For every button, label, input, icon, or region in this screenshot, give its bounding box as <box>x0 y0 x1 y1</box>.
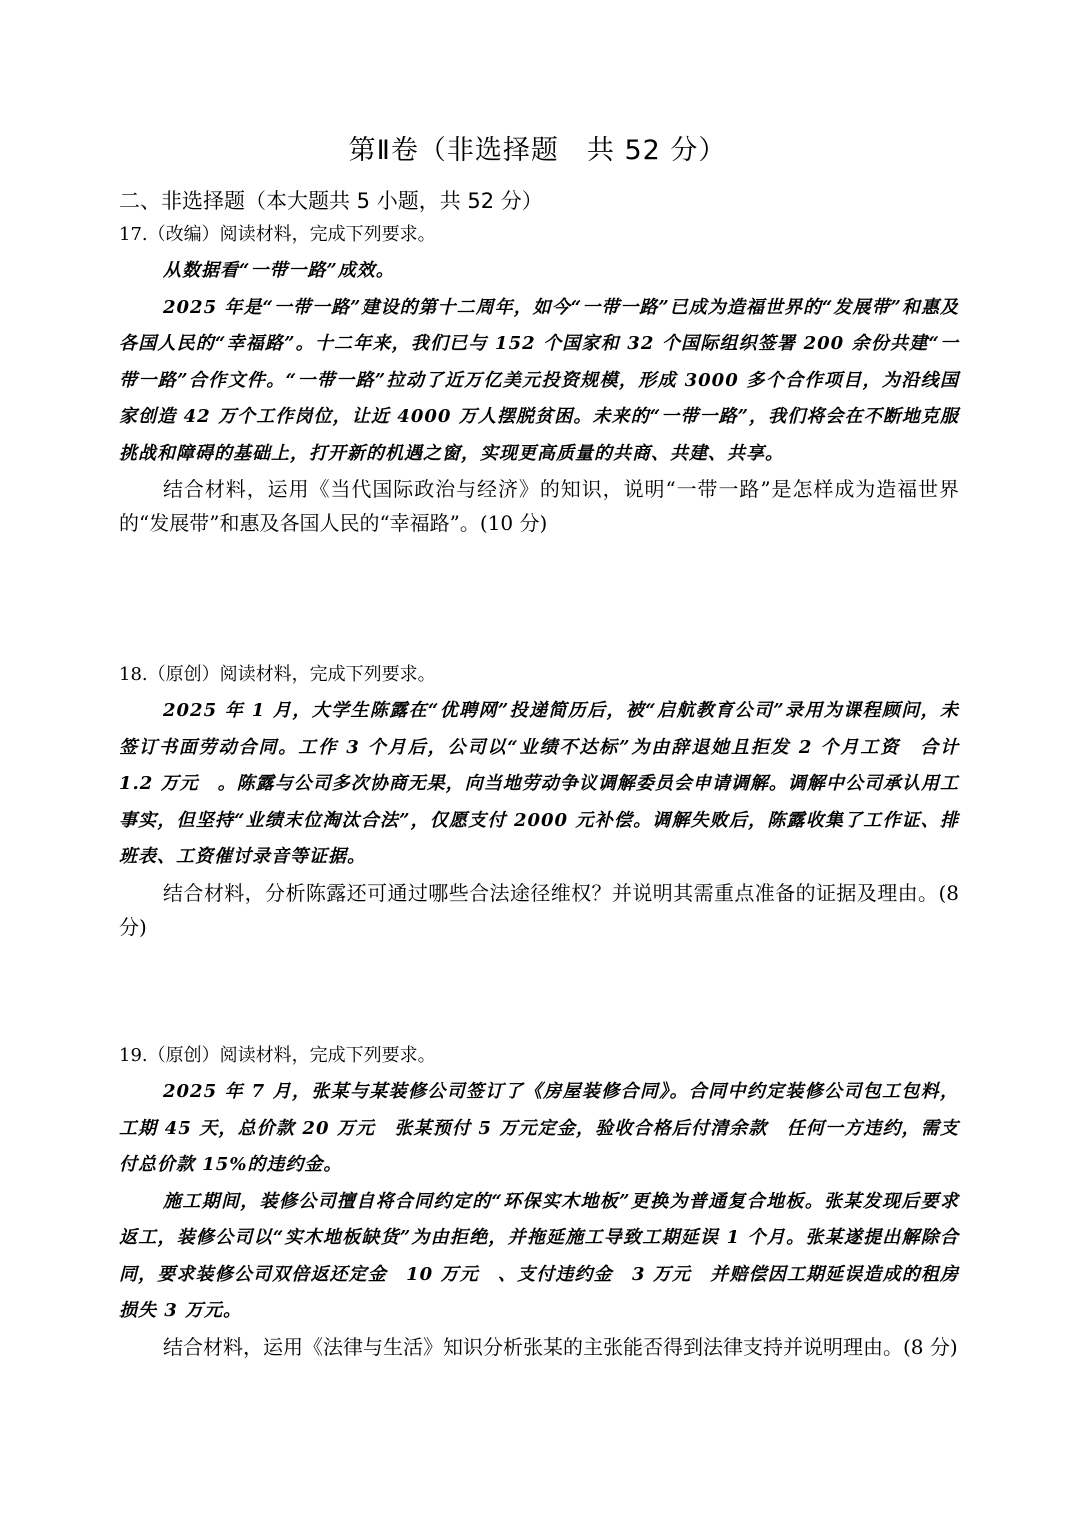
question-19-material-paragraph-2: 施工期间，装修公司擅自将合同约定的“环保实木地板”更换为普通复合地板。张某发现后要求返工，装修公司以“实木地板缺货”为由拒绝，并拖延施工导致工期延误 1 个月。张某遂提出解除合同，要求装修公司双倍返还定金 10 万元 、支付违约金 3 万元 并赔偿因工期延误造成的租房损失 3 万元。 <box>119 1190 959 1321</box>
question-18-material-body: 2025 年 1 月，大学生陈露在“优聘网”投递简历后，被“启航教育公司”录用为课程顾问，未签订书面劳动合同。工作 3 个月后，公司以“业绩不达标”为由辞退她且拒发 2 个月工资 合计 1.2 万元 。陈露与公司多次协商无果，向当地劳动争议调解委员会申请调解。调解中公司承认用工事实，但坚持“业绩末位淘汰合法”，仅愿支付 2000 元补偿。调解失败后，陈露收集了工作证、排班表、工资催讨录音等证据。 <box>119 700 959 867</box>
question-18-prompt: 结合材料，分析陈露还可通过哪些合法途径维权？并说明其需重点准备的证据及理由。(8 分) <box>119 880 959 939</box>
question-17-material-body: 2025 年是“一带一路”建设的第十二周年，如今“一带一路”已成为造福世界的“发展带”和惠及各国人民的“幸福路”。十二年来，我们已与 152 个国家和 32 个国际组织签署 200 余份共建“一带一路”合作文件。“一带一路”拉动了近万亿美元投资规模，形成 3000 多个合作项目，为沿线国家创造 42 万个工作岗位，让近 4000 万人摆脱贫困。未来的“一带一路”，我们将会在不断地克服挑战和障碍的基础上，打开新的机遇之窗，实现更高质量的共商、共建、共享。 <box>119 296 959 464</box>
question-19-label: 19.（原创）阅读材料，完成下列要求。 <box>119 1045 436 1066</box>
question-19-prompt: 结合材料，运用《法律与生活》知识分析张某的主张能否得到法律支持并说明理由。(8 分) <box>163 1334 958 1359</box>
question-17-prompt: 结合材料，运用《当代国际政治与经济》的知识，说明“一带一路”是怎样成为造福世界的“发展带”和惠及各国人民的“幸福路”。(10 分) <box>119 477 959 535</box>
question-17 <box>119 221 959 540</box>
question-17-material-title: 从数据看“一带一路”成效。 <box>163 260 395 281</box>
question-17-label: 17.（改编）阅读材料，完成下列要求。 <box>119 224 436 245</box>
question-18 <box>119 661 959 944</box>
question-18-label: 18.（原创）阅读材料，完成下列要求。 <box>119 664 436 685</box>
question-19-material-paragraph-1: 2025 年 7 月，张某与某装修公司签订了《房屋装修合同》。合同中约定装修公司包工包料，工期 45 天，总价款 20 万元 张某预付 5 万元定金，验收合格后付清余款 任何一方违约，需支付总价款 15%的违约金。 <box>119 1081 959 1175</box>
part-title: 第Ⅱ卷（非选择题 共 52 分） <box>348 135 727 166</box>
question-19 <box>119 1042 959 1364</box>
section-heading: 二、非选择题（本大题共 5 小题，共 52 分） <box>119 189 543 213</box>
